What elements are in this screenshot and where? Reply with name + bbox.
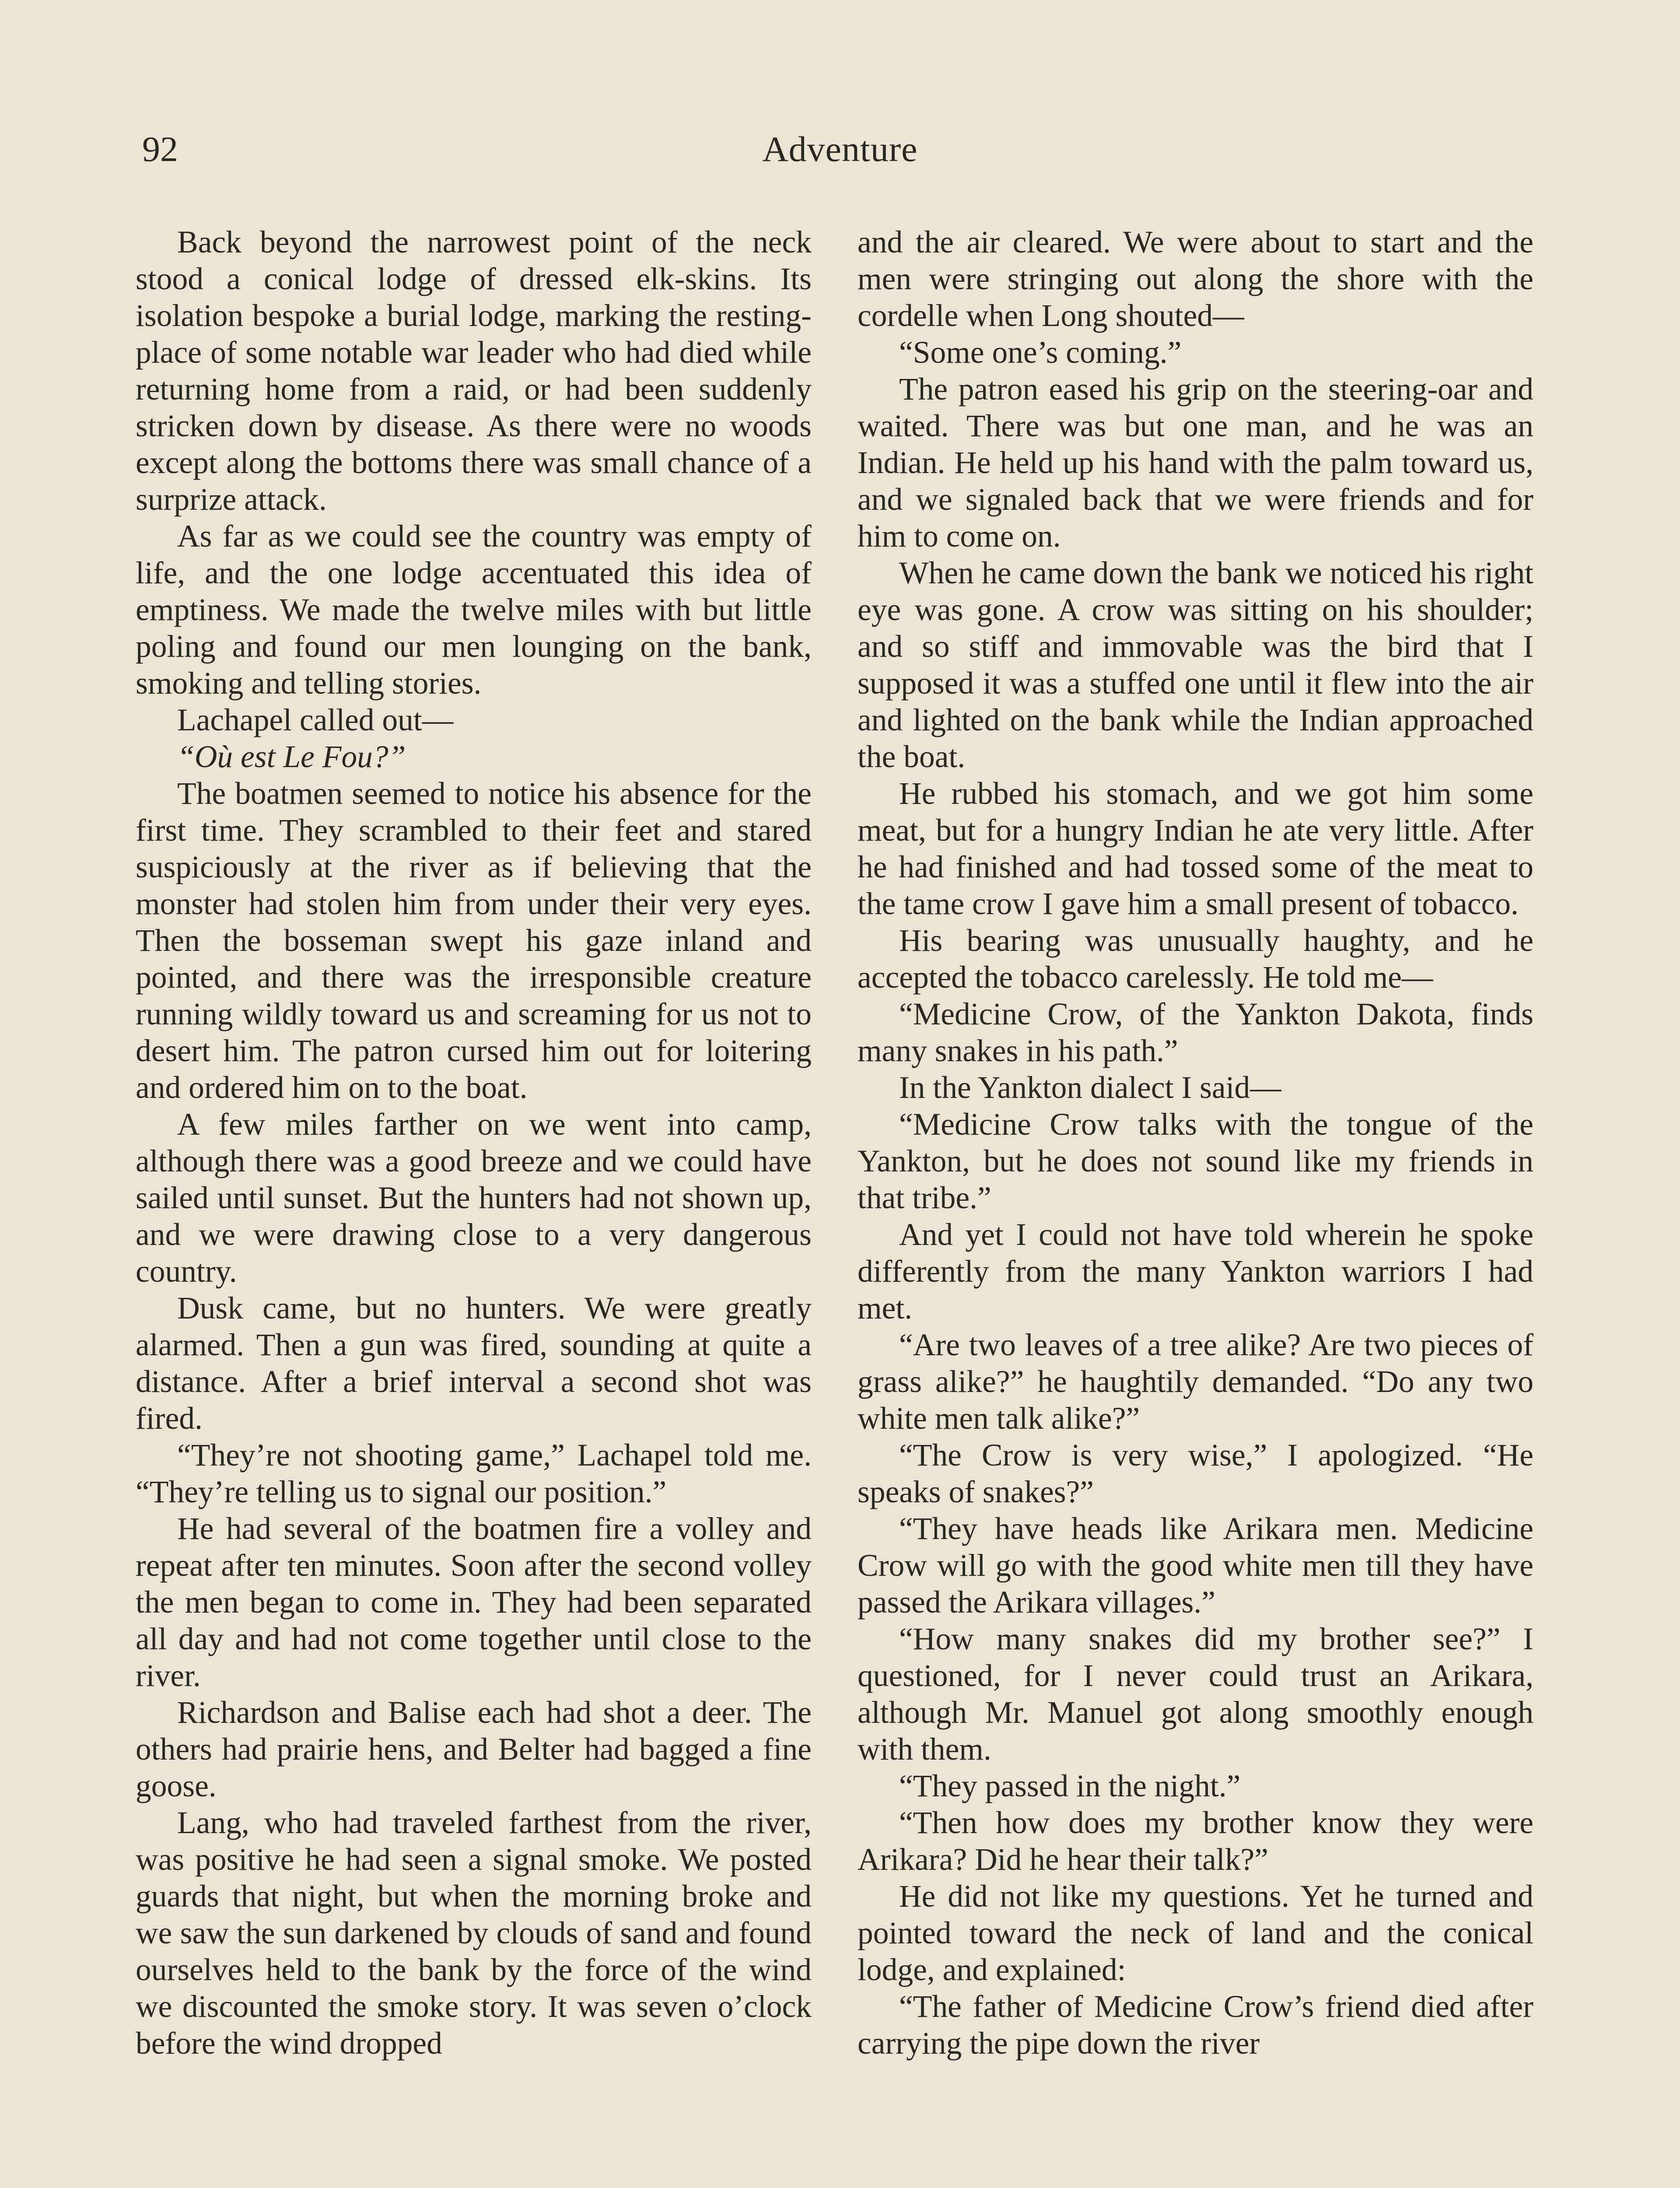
paragraph: Richardson and Balise each had shot a deer. The others had prairie hens, and Belter had bagged a fine goose. [136,1695,812,1803]
paragraph: He did not like my questions. Yet he turned and pointed toward the neck of land and the conical lodge, and explained: [858,1879,1533,1987]
paragraph: “The father of Medicine Crow’s friend died after carrying the pipe down the river [858,1989,1533,2061]
right-column [858,224,1533,2062]
paragraph: “They passed in the night.” [899,1769,1241,1803]
paragraph: “Medicine Crow talks with the tongue of the Yankton, but he does not sound like my friends in that tribe.” [858,1107,1533,1215]
paragraph: As far as we could see the country was empty of life, and the one lodge accentuated this idea of emptiness. We made the twelve miles with but little poling and found our men lounging on the bank, smoking and telling stories. [136,519,812,701]
paragraph: Lang, who had traveled farthest from the river, was positive he had seen a signal smoke. We posted guards that night, but when the morning broke and we saw the sun darkened by clouds of sand and found ourselves held to the bank by the force of the wind we discounted the smoke story. It was seven o’clock before the wind dropped [136,1806,812,2061]
paragraph: And yet I could not have told wherein he spoke differently from the many Yankton warriors I had met. [858,1217,1533,1325]
paragraph: Back beyond the narrowest point of the neck stood a conical lodge of dressed elk-skins. Its isolation bespoke a burial lodge, marking the resting-place of some notable war leader who had died while returning home from a raid, or had been suddenly stricken down by disease. As there were no woods except along the bottoms there was small chance of a surprize attack. [136,225,812,517]
paragraph: His bearing was unusually haughty, and he accepted the tobacco carelessly. He told me— [858,923,1533,995]
paragraph: and the air cleared. We were about to start and the men were stringing out along the shore with the cordelle when Long shouted— [858,225,1533,333]
paragraph: He rubbed his stomach, and we got him some meat, but for a hungry Indian he ate very little. After he had finished and had tossed some of the meat to the tame crow I gave him a small present of tobacco. [858,776,1533,921]
paragraph: The boatmen seemed to notice his absence for the first time. They scrambled to their feet and stared suspiciously at the river as if believing that the monster had stolen him from under their very eyes. Then the bosseman swept his gaze inland and pointed, and there was the irresponsible creature running wildly toward us and screaming for us not to desert him. The patron cursed him out for loitering and ordered him on to the boat. [136,776,812,1105]
paragraph: In the Yankton dialect I said— [899,1070,1281,1105]
paragraph: “How many snakes did my brother see?” I questioned, for I never could trust an Arikara, although Mr. Manuel got along smoothly enough with them. [858,1622,1533,1767]
page-number: 92 [142,129,178,169]
paragraph: He had several of the boatmen fire a volley and repeat after ten minutes. Soon after the second volley the men began to come in. They had been separated all day and had not come together until close to the river. [136,1511,812,1693]
paragraph: “Medicine Crow, of the Yankton Dakota, finds many snakes in his path.” [858,997,1533,1068]
paragraph: Lachapel called out— [177,703,454,737]
paragraph: “They have heads like Arikara men. Medicine Crow will go with the good white men till they have passed the Arikara villages.” [858,1511,1533,1620]
running-head: Adventure [762,129,918,169]
left-column [136,224,812,2062]
paragraph: “They’re not shooting game,” Lachapel told me. “They’re telling us to signal our position.” [136,1438,812,1509]
paragraph: “Then how does my brother know they were Arikara? Did he hear their talk?” [858,1806,1533,1877]
paragraph: “Are two leaves of a tree alike? Are two pieces of grass alike?” he haughtily demanded. “Do any two white men talk alike?” [858,1328,1533,1436]
paragraph: “Some one’s coming.” [899,335,1182,370]
paragraph: “The Crow is very wise,” I apologized. “He speaks of snakes?” [858,1438,1533,1509]
paragraph: When he came down the bank we noticed his right eye was gone. A crow was sitting on his shoulder; and so stiff and immovable was the bird that I supposed it was a stuffed one until it flew into the air and lighted on the bank while the Indian approached the boat. [858,556,1533,774]
paragraph: Dusk came, but no hunters. We were greatly alarmed. Then a gun was fired, sounding at quite a distance. After a brief interval a second shot was fired. [136,1291,812,1436]
paragraph: “Où est Le Fou?” [177,740,406,774]
paragraph: A few miles farther on we went into camp, although there was a good breeze and we could have sailed until sunset. But the hunters had not shown up, and we were drawing close to a very dangerous country. [136,1107,812,1289]
paragraph: The patron eased his grip on the steering-oar and waited. There was but one man, and he was an Indian. He held up his hand with the palm toward us, and we signaled back that we were friends and for him to come on. [858,372,1533,554]
